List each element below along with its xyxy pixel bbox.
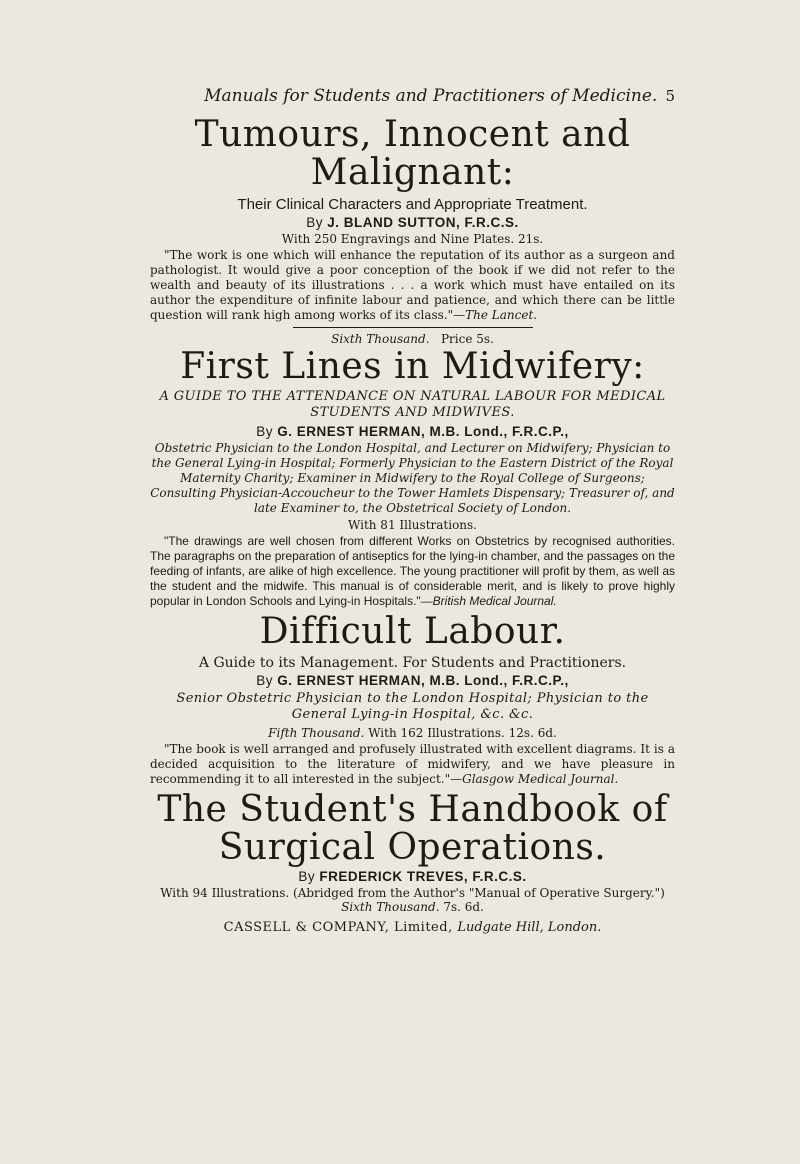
meta-text: With 94 Illustrations. (Abridged from the Author's "Manual of Operative Surgery.") bbox=[160, 886, 665, 900]
edition: Sixth Thousand. bbox=[331, 332, 430, 346]
review-midwifery bbox=[150, 534, 675, 609]
book-title-midwifery: First Lines in Midwifery: bbox=[180, 346, 645, 387]
review-difficult-labour bbox=[150, 742, 675, 787]
credentials-midwifery: Obstetric Physician to the London Hospital, and Lecturer on Midwifery; Physician to the General Lying-in Hospital; Formerly Physician to the Eastern District of the Royal Maternity Charity; Examiner in Midwifery to the Royal College of Surgeons; Consulting Physician-Accoucheur to the Tower Hamlets Dispensary; Treasurer of, and late Examiner to, the Obstetrical Society of London. bbox=[150, 441, 675, 515]
edition: Fifth Thousand. bbox=[268, 726, 365, 740]
section-difficult-labour bbox=[150, 613, 675, 787]
edition: Sixth Thousand. bbox=[341, 900, 440, 914]
author-name: G. ERNEST HERMAN, M.B. Lond., F.R.C.P., bbox=[277, 673, 569, 688]
by-label: By bbox=[298, 869, 316, 884]
edition-line-midwifery bbox=[150, 332, 675, 346]
publisher-address: Ludgate Hill, London. bbox=[457, 920, 602, 935]
book-title-tumours-line2: Malignant: bbox=[310, 152, 515, 193]
illustrations-midwifery: With 81 Illustrations. bbox=[347, 518, 477, 532]
publisher-name: CASSELL & COMPANY, Limited, bbox=[223, 920, 453, 935]
author-difficult-labour bbox=[150, 673, 675, 688]
credentials-difficult-labour: Senior Obstetric Physician to the London Hospital; Physician to the General Lying-in Hospital, &c. &c. bbox=[176, 691, 649, 722]
review-tumours bbox=[150, 248, 675, 323]
publisher-line bbox=[150, 920, 675, 935]
review-source: —British Medical Journal. bbox=[420, 594, 557, 608]
meta-tumours: With 250 Engravings and Nine Plates. 21s. bbox=[281, 232, 544, 246]
author-name: FREDERICK TREVES, F.R.C.S. bbox=[319, 869, 527, 884]
author-midwifery bbox=[150, 424, 675, 439]
divider bbox=[293, 327, 533, 328]
book-title-tumours-line1: Tumours, Innocent and bbox=[194, 114, 631, 155]
book-subtitle-midwifery: A GUIDE TO THE ATTENDANCE ON NATURAL LABOUR FOR MEDICAL STUDENTS AND MIDWIVES. bbox=[159, 389, 666, 420]
by-label: By bbox=[256, 673, 273, 688]
running-head-title: Manuals for Students and Practitioners of Medicine. bbox=[204, 86, 658, 106]
book-title-difficult-labour: Difficult Labour. bbox=[259, 611, 566, 652]
page bbox=[150, 86, 675, 935]
author-name: J. BLAND SUTTON, F.R.C.S. bbox=[327, 215, 519, 230]
section-midwifery bbox=[150, 332, 675, 609]
review-text: "The drawings are well chosen from different Works on Obstetrics by recognised authorities. The paragraphs on the preparation of antiseptics for the lying-in chamber, and the passages on the feeding of infants, are alike of high excellence. The young practitioner will profit by them, as well as the student and the midwife. This manual is of considerable merit, and is likely to prove highly popular in London Schools and Lying-in Hospitals." bbox=[150, 534, 675, 608]
review-text: "The work is one which will enhance the reputation of its author as a surgeon and pathologist. It would give a poor conception of the book if we did not refer to the wealth and beauty of its illustrations . . . a work which must have entailed on its author the expenditure of infinite labour and patience, and which there can be little question will rank high among works of its class." bbox=[150, 248, 675, 322]
book-subtitle-tumours: Their Clinical Characters and Appropriate Treatment. bbox=[237, 196, 588, 213]
page-number: 5 bbox=[665, 87, 675, 105]
review-source: —Glasgow Medical Journal. bbox=[450, 772, 619, 786]
author-tumours bbox=[150, 215, 675, 230]
running-head bbox=[150, 86, 675, 106]
author-surgical bbox=[150, 869, 675, 884]
section-surgical-operations bbox=[150, 791, 675, 914]
meta-surgical bbox=[150, 886, 675, 914]
review-source: —The Lancet. bbox=[453, 308, 538, 322]
author-name: G. ERNEST HERMAN, M.B. Lond., F.R.C.P., bbox=[277, 424, 569, 439]
by-label: By bbox=[256, 424, 273, 439]
meta-difficult-labour bbox=[150, 726, 675, 740]
book-subtitle-difficult-labour: A Guide to its Management. For Students and Practitioners. bbox=[198, 655, 627, 671]
price: Price 5s. bbox=[440, 332, 494, 346]
meta-text: With 162 Illustrations. 12s. 6d. bbox=[368, 726, 557, 740]
book-title-surgical-line1: The Student's Handbook of bbox=[157, 789, 668, 830]
book-title-surgical-line2: Surgical Operations. bbox=[218, 827, 607, 868]
section-tumours bbox=[150, 116, 675, 323]
by-label: By bbox=[306, 215, 323, 230]
price: 7s. 6d. bbox=[443, 900, 484, 914]
review-text: "The book is well arranged and profusely illustrated with excellent diagrams. It is a decided acquisition to the literature of midwifery, and we have pleasure in recommending it to all interested in the subject." bbox=[150, 742, 675, 786]
